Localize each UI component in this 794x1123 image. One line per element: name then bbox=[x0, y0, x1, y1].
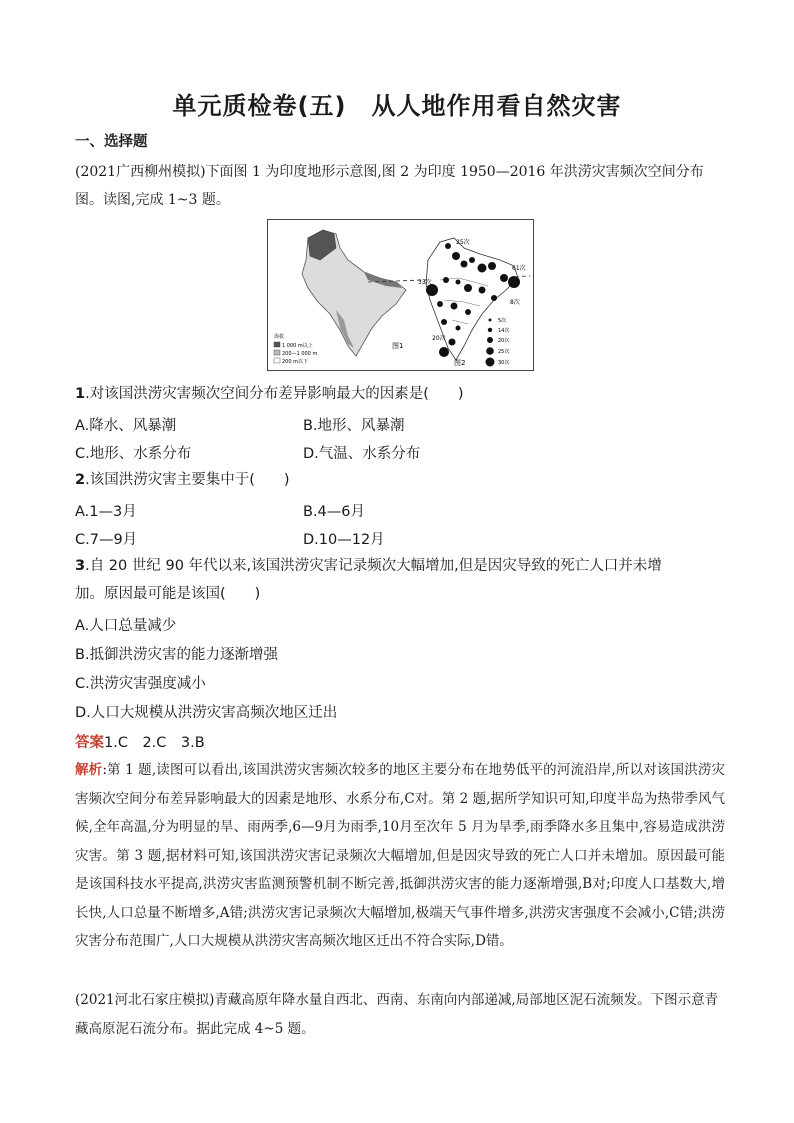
legend-swatch-high bbox=[274, 342, 280, 347]
question-3-line2: 加。原因最可能是该国( ) bbox=[75, 586, 261, 602]
page-title: 单元质检卷(五) 从人地作用看自然灾害 bbox=[172, 92, 622, 120]
legend-swatch-low bbox=[274, 358, 280, 363]
section-heading: 一、选择题 bbox=[75, 134, 148, 150]
fig1-terrain-map bbox=[274, 230, 406, 365]
question-stem: .对该国洪涝灾害频次空间分布差异影响最大的因素是( ) bbox=[85, 386, 464, 402]
svg-text:14次: 14次 bbox=[498, 328, 510, 334]
legend-item-low: 200 m以下 bbox=[282, 359, 309, 365]
india-map-figure bbox=[267, 219, 534, 371]
question-number: 2 bbox=[75, 472, 86, 488]
legend-title: 海拔 bbox=[274, 334, 285, 340]
q3-option-a: A.人口总量减少 bbox=[75, 618, 177, 634]
explanation-text: :第 1 题,读图可以看出,该国洪涝灾害频次较多的地区主要分布在地势低平的河流沿岸,所以对该国洪涝灾害频次空间分布差异影响最大的因素是地形、水系分布,C对。第 2 题,据所学知识可知,印度半岛为热带季风气候,全年高温,分为明显的旱、雨两季,6—9月为雨季,10月至次年 5 月为旱季,雨季降水多且集中,容易造成洪涝灾害。第 3 题,据材料可知,该国洪涝灾害记录频次大幅增加,但是因灾导致的死亡人口并未增加。原因最可能是该国科技水平提高,洪涝灾害监测预警机制不断完善,抵御洪涝灾害的能力逐渐增强,B对;印度人口基数大,增长快,人口总量不断增多,A错;洪涝灾害记录频次大幅增加,极端天气事件增多,洪涝灾害强度不会减小,C错;洪涝灾害分布范围广,人口大规模从洪涝灾害高频次地区迁出不符合实际,D错。 bbox=[75, 762, 726, 949]
answer-text: 1.C 2.C 3.B bbox=[104, 735, 205, 751]
question-number: 1 bbox=[75, 386, 86, 402]
svg-text:25次: 25次 bbox=[498, 349, 510, 355]
q2-option-c: C.7—9月 bbox=[75, 532, 138, 548]
q1-option-a: A.降水、风暴潮 bbox=[75, 418, 177, 434]
point-label-61: 61次 bbox=[512, 265, 526, 272]
question-intro: (2021广西柳州模拟)下面图 1 为印度地形示意图,图 2 为印度 1950—2016 年洪涝灾害频次空间分布图。读图,完成 1~3 题。 bbox=[75, 164, 704, 208]
q1-option-b: B.地形、风暴潮 bbox=[303, 418, 405, 434]
question-3 bbox=[75, 552, 662, 580]
svg-text:20次: 20次 bbox=[498, 338, 510, 344]
question-2 bbox=[75, 466, 290, 494]
fig2-flood-map bbox=[418, 238, 526, 367]
svg-text:5次: 5次 bbox=[498, 318, 507, 324]
explanation bbox=[75, 756, 725, 956]
q2-option-d: D.10—12月 bbox=[303, 532, 385, 548]
size-legend bbox=[486, 317, 510, 367]
fig1-label: 图1 bbox=[392, 342, 404, 350]
q3-option-d: D.人口大规模从洪涝灾害高频次地区迁出 bbox=[75, 705, 338, 721]
question-stem-line1: .自 20 世纪 90 年代以来,该国洪涝灾害记录频次大幅增加,但是因灾导致的死亡人口并未增 bbox=[85, 558, 662, 574]
svg-text:30次: 30次 bbox=[498, 360, 510, 366]
question-number: 3 bbox=[75, 558, 86, 574]
answer-label: 答案 bbox=[75, 735, 104, 751]
point-label-33: 33次 bbox=[418, 279, 432, 286]
legend-item-mid: 200—1 000 m bbox=[282, 351, 318, 357]
point-label-8: 8次 bbox=[510, 299, 520, 306]
q1-option-d: D.气温、水系分布 bbox=[303, 446, 421, 462]
q1-option-c: C.地形、水系分布 bbox=[75, 446, 192, 462]
q3-option-c: C.洪涝灾害强度减小 bbox=[75, 676, 206, 692]
explanation-label: 解析 bbox=[75, 762, 103, 778]
india-map-svg bbox=[268, 220, 533, 370]
question-1 bbox=[75, 380, 464, 408]
next-question-intro: (2021河北石家庄模拟)青藏高原年降水量自西北、西南、东南向内部递减,局部地区泥石流频发。下图示意青藏高原泥石流分布。据此完成 4~5 题。 bbox=[75, 992, 719, 1037]
legend-item-high: 1 000 m以上 bbox=[282, 343, 313, 349]
answer-line bbox=[75, 731, 205, 752]
q2-option-b: B.4—6月 bbox=[303, 504, 366, 520]
q3-option-b: B.抵御洪涝灾害的能力逐渐增强 bbox=[75, 647, 279, 663]
fig2-label: 图2 bbox=[454, 359, 466, 367]
question-stem: .该国洪涝灾害主要集中于( ) bbox=[85, 472, 290, 488]
legend-swatch-mid bbox=[274, 350, 280, 355]
point-label-25: 25次 bbox=[456, 239, 470, 246]
point-label-20: 20次 bbox=[432, 335, 446, 342]
q2-option-a: A.1—3月 bbox=[75, 504, 137, 520]
